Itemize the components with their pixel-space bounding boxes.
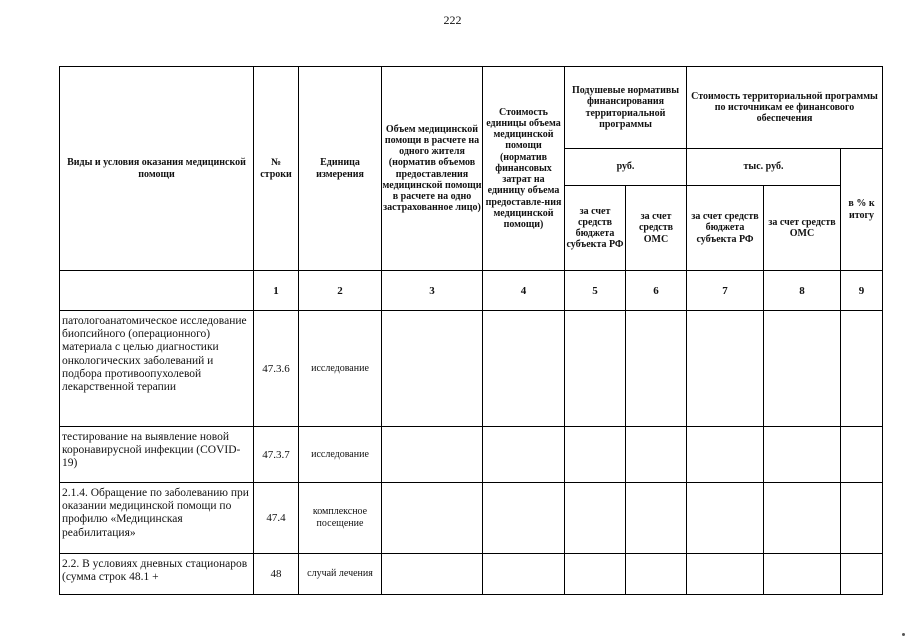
row-unit: комплексное посещение [299,483,382,554]
header-oms-rub: за счет средств ОМС [626,186,687,271]
row-code: 47.3.6 [254,311,299,427]
row-label: 2.2. В условиях дневных стационаров (сумма строк 48.1 + [60,554,254,595]
header-percent: в % к итогу [841,149,883,271]
row-unit: случай лечения [299,554,382,595]
column-numbers-row [60,271,883,311]
column-number-cell: 5 [565,271,626,311]
header-kinds: Виды и условия оказания медицинской помощи [60,67,254,271]
table-row [60,311,883,427]
row-code: 47.3.7 [254,427,299,483]
column-number-cell: 8 [764,271,841,311]
column-number-cell: 1 [254,271,299,311]
column-number-cell: 4 [483,271,565,311]
header-territorial-cost: Стоимость территориальной программы по источникам ее финансового обеспечения [687,67,883,149]
row-label: 2.1.4. Обращение по заболеванию при оказании медицинской помощи по профилю «Медицинская реабилитация» [60,483,254,554]
header-unit: Единица измерения [299,67,382,271]
row-code: 47.4 [254,483,299,554]
header-volume: Объем медицинской помощи в расчете на одного жителя (норматив объемов предоставления медицинской помощи в расчете на одно застрахованное лицо) [382,67,483,271]
data-table [59,66,883,595]
header-oms-thousand: за счет средств ОМС [764,186,841,271]
row-unit: исследование [299,427,382,483]
header-thousand-rub: тыс. руб. [687,149,841,186]
column-number-cell: 6 [626,271,687,311]
column-number-cell: 9 [841,271,883,311]
header-budget-thousand: за счет средств бюджета субъекта РФ [687,186,764,271]
table-row [60,554,883,595]
column-number-cell [60,271,254,311]
table-row [60,483,883,554]
header-row-number: № строки [254,67,299,271]
table-row [60,427,883,483]
header-budget-rub: за счет средств бюджета субъекта РФ [565,186,626,271]
header-unit-cost: Стоимость единицы объема медицинской помощи (норматив финансовых затрат на единицу объема предоставле-ния медицинской помощи) [483,67,565,271]
column-number-cell: 2 [299,271,382,311]
header-rub: руб. [565,149,687,186]
row-label: тестирование на выявление новой коронавирусной инфекции (COVID-19) [60,427,254,483]
row-label: патологоанатомическое исследование биопсийного (операционного) материала с целью диагностики онкологических заболеваний и подбора противоопухолевой лекарственной терапии [60,311,254,427]
row-unit: исследование [299,311,382,427]
page-number: 222 [443,13,462,27]
column-number-cell: 7 [687,271,764,311]
row-code: 48 [254,554,299,595]
header-per-capita: Подушевые нормативы финансирования территориальной программы [565,67,687,149]
column-number-cell: 3 [382,271,483,311]
